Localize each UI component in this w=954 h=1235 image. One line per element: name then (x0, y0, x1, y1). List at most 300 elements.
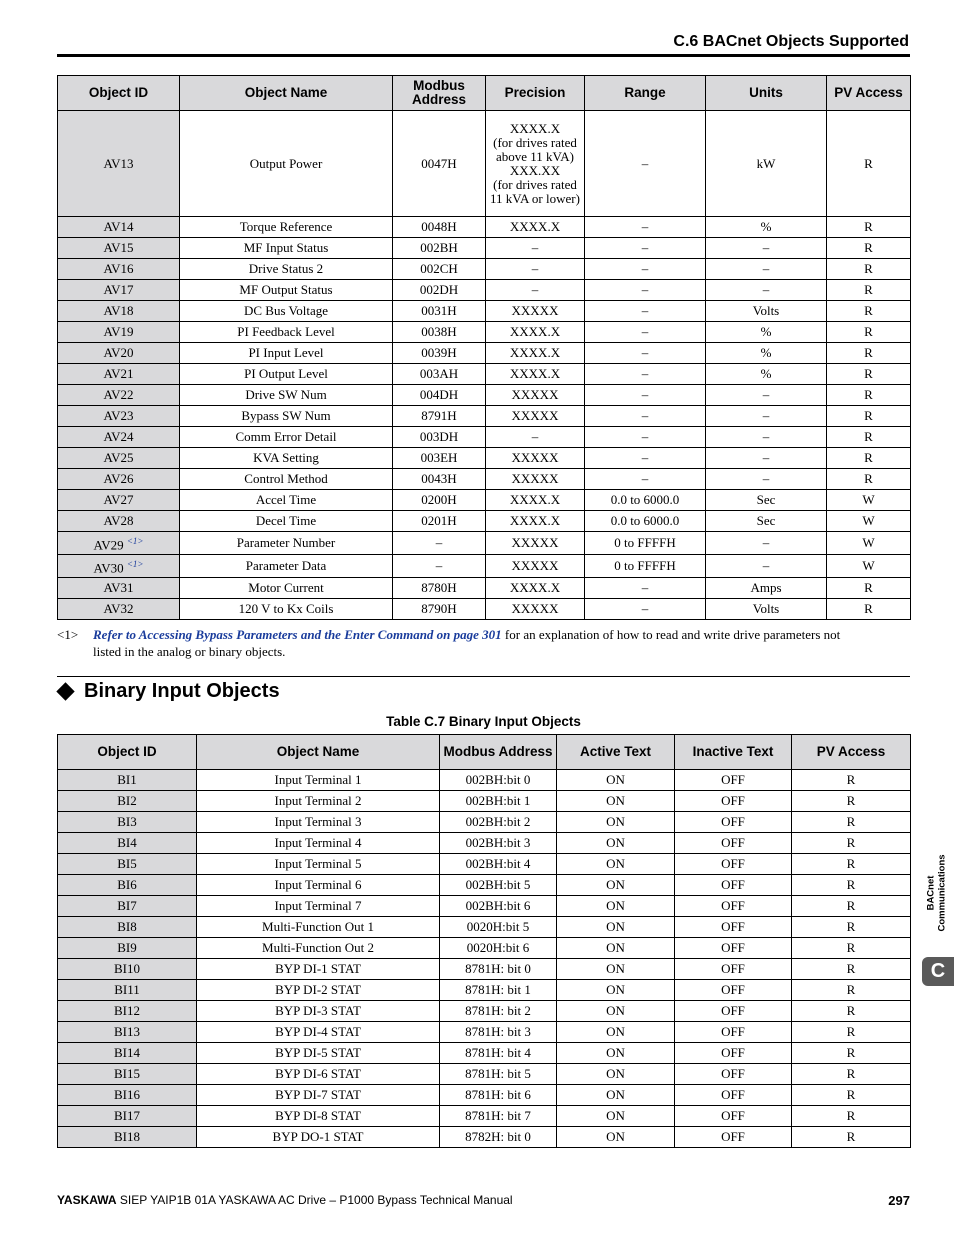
object-id-cell (58, 555, 180, 578)
precision: – (486, 238, 585, 259)
pv-access: R (792, 770, 911, 791)
active-text: ON (557, 917, 675, 938)
pv-access: R (827, 301, 911, 322)
side-tab-line2: Communications (937, 854, 948, 932)
modbus-address: 003AH (393, 364, 486, 385)
table-row (58, 469, 911, 490)
precision: XXXX.X (486, 217, 585, 238)
pv-access: R (827, 427, 911, 448)
units: – (706, 259, 827, 280)
object-id: AV31 (58, 578, 180, 599)
pv-access: W (827, 555, 911, 578)
precision: – (486, 259, 585, 280)
table-row (58, 1085, 911, 1106)
modbus-address: 002BH:bit 4 (440, 854, 557, 875)
modbus-address: 8781H: bit 5 (440, 1064, 557, 1085)
object-name: MF Input Status (180, 238, 393, 259)
object-name: Input Terminal 6 (197, 875, 440, 896)
units: – (706, 406, 827, 427)
table-row (58, 578, 911, 599)
footnote-reference-link[interactable]: Refer to Accessing Bypass Parameters and the Enter Command on page 301 (93, 627, 502, 642)
units: % (706, 364, 827, 385)
modbus-address: 003DH (393, 427, 486, 448)
table-row (58, 448, 911, 469)
inactive-text: OFF (675, 1127, 792, 1148)
object-id: BI16 (58, 1085, 197, 1106)
column-header: Inactive Text (675, 735, 792, 770)
object-name: Multi-Function Out 2 (197, 938, 440, 959)
object-id: BI11 (58, 980, 197, 1001)
side-tab-line1: BACnet (926, 875, 937, 911)
modbus-address: 8781H: bit 1 (440, 980, 557, 1001)
column-header: Range (585, 76, 706, 111)
units: Volts (706, 599, 827, 620)
pv-access: R (792, 1022, 911, 1043)
pv-access: W (827, 532, 911, 555)
pv-access: R (827, 469, 911, 490)
table-row (58, 959, 911, 980)
modbus-address: – (393, 555, 486, 578)
binary-input-table (57, 734, 911, 1148)
object-name: PI Feedback Level (180, 322, 393, 343)
pv-access: R (792, 938, 911, 959)
modbus-address: 8791H (393, 406, 486, 427)
active-text: ON (557, 770, 675, 791)
inactive-text: OFF (675, 1043, 792, 1064)
table-row (58, 217, 911, 238)
object-name: BYP DI-3 STAT (197, 1001, 440, 1022)
diamond-bullet-icon (56, 682, 74, 700)
pv-access: R (792, 1043, 911, 1064)
pv-access: R (792, 917, 911, 938)
object-name: Bypass SW Num (180, 406, 393, 427)
object-name: Torque Reference (180, 217, 393, 238)
object-id: BI9 (58, 938, 197, 959)
footnote-ref-link[interactable]: <1> (126, 535, 144, 546)
page-footer (57, 1193, 910, 1208)
object-id: BI15 (58, 1064, 197, 1085)
modbus-address: 0031H (393, 301, 486, 322)
table-row (58, 301, 911, 322)
object-id: AV29 (93, 537, 124, 553)
section-rule (57, 676, 910, 677)
range: – (585, 469, 706, 490)
precision: XXXXX (486, 448, 585, 469)
precision: XXXXX (486, 385, 585, 406)
column-header: Modbus Address (393, 76, 486, 111)
range: – (585, 301, 706, 322)
active-text: ON (557, 1022, 675, 1043)
object-id: AV18 (58, 301, 180, 322)
pv-access: R (827, 385, 911, 406)
units: – (706, 448, 827, 469)
inactive-text: OFF (675, 1022, 792, 1043)
object-name: Parameter Number (180, 532, 393, 555)
object-name: BYP DI-4 STAT (197, 1022, 440, 1043)
units: Sec (706, 490, 827, 511)
precision: XXXXX (486, 301, 585, 322)
modbus-address: 002DH (393, 280, 486, 301)
object-name: Drive SW Num (180, 385, 393, 406)
pv-access: R (792, 854, 911, 875)
precision: XXXXX (486, 555, 585, 578)
range: – (585, 217, 706, 238)
modbus-address: 002BH (393, 238, 486, 259)
pv-access: R (792, 959, 911, 980)
page-number: 297 (888, 1193, 910, 1208)
pv-access: R (827, 280, 911, 301)
range: 0.0 to 6000.0 (585, 511, 706, 532)
object-name: Drive Status 2 (180, 259, 393, 280)
precision: XXXX.X (486, 322, 585, 343)
table-header-row (58, 735, 911, 770)
pv-access: R (827, 343, 911, 364)
inactive-text: OFF (675, 875, 792, 896)
precision: XXXX.X (486, 490, 585, 511)
inactive-text: OFF (675, 1085, 792, 1106)
precision: XXXX.X (486, 511, 585, 532)
footnote-text: for an explanation of how to read and write drive parameters not (501, 627, 841, 642)
range: – (585, 322, 706, 343)
inactive-text: OFF (675, 938, 792, 959)
object-name: BYP DI-2 STAT (197, 980, 440, 1001)
object-name: Input Terminal 1 (197, 770, 440, 791)
modbus-address: 002BH:bit 0 (440, 770, 557, 791)
pv-access: R (792, 833, 911, 854)
table-row (58, 1001, 911, 1022)
object-id: AV15 (58, 238, 180, 259)
object-name: MF Output Status (180, 280, 393, 301)
object-id: BI4 (58, 833, 197, 854)
units: % (706, 343, 827, 364)
modbus-address: 8781H: bit 6 (440, 1085, 557, 1106)
pv-access: R (827, 406, 911, 427)
modbus-address: 8790H (393, 599, 486, 620)
table-row (58, 1022, 911, 1043)
units: Amps (706, 578, 827, 599)
precision: – (486, 280, 585, 301)
active-text: ON (557, 875, 675, 896)
range: 0 to FFFFH (585, 532, 706, 555)
modbus-address: 0043H (393, 469, 486, 490)
modbus-address: 8781H: bit 0 (440, 959, 557, 980)
modbus-address: 8781H: bit 3 (440, 1022, 557, 1043)
object-id: BI18 (58, 1127, 197, 1148)
range: – (585, 406, 706, 427)
object-name: Output Power (180, 111, 393, 217)
units: – (706, 385, 827, 406)
modbus-address: 0039H (393, 343, 486, 364)
table-row (58, 938, 911, 959)
range: – (585, 343, 706, 364)
footer-manual-title: SIEP YAIP1B 01A YASKAWA AC Drive – P1000 Bypass Technical Manual (116, 1193, 513, 1207)
table-row (58, 599, 911, 620)
object-name: PI Input Level (180, 343, 393, 364)
units: – (706, 280, 827, 301)
object-id: BI10 (58, 959, 197, 980)
table-row (58, 259, 911, 280)
object-id: AV26 (58, 469, 180, 490)
object-id: BI12 (58, 1001, 197, 1022)
table-row (58, 896, 911, 917)
modbus-address: 002CH (393, 259, 486, 280)
table-row (58, 406, 911, 427)
object-id: AV14 (58, 217, 180, 238)
active-text: ON (557, 896, 675, 917)
inactive-text: OFF (675, 854, 792, 875)
active-text: ON (557, 791, 675, 812)
pv-access: R (792, 1127, 911, 1148)
object-name: Accel Time (180, 490, 393, 511)
units: Volts (706, 301, 827, 322)
object-name: Multi-Function Out 1 (197, 917, 440, 938)
units: kW (706, 111, 827, 217)
object-name: Control Method (180, 469, 393, 490)
table-row (58, 770, 911, 791)
active-text: ON (557, 833, 675, 854)
inactive-text: OFF (675, 833, 792, 854)
table-row (58, 980, 911, 1001)
object-name: BYP DI-7 STAT (197, 1085, 440, 1106)
table-row (58, 322, 911, 343)
object-id: AV19 (58, 322, 180, 343)
object-name: Motor Current (180, 578, 393, 599)
active-text: ON (557, 959, 675, 980)
object-id: BI2 (58, 791, 197, 812)
pv-access: R (792, 875, 911, 896)
range: – (585, 111, 706, 217)
modbus-address: 8781H: bit 2 (440, 1001, 557, 1022)
inactive-text: OFF (675, 1106, 792, 1127)
table-row (58, 812, 911, 833)
column-header: Precision (486, 76, 585, 111)
pv-access: R (792, 1001, 911, 1022)
inactive-text: OFF (675, 812, 792, 833)
footnote-mark: <1> (57, 627, 79, 642)
footnote (57, 626, 910, 660)
inactive-text: OFF (675, 917, 792, 938)
range: – (585, 364, 706, 385)
pv-access: R (827, 599, 911, 620)
object-name: DC Bus Voltage (180, 301, 393, 322)
inactive-text: OFF (675, 896, 792, 917)
object-id: BI14 (58, 1043, 197, 1064)
pv-access: R (792, 1064, 911, 1085)
object-id: AV17 (58, 280, 180, 301)
units: % (706, 322, 827, 343)
object-id: AV13 (58, 111, 180, 217)
modbus-address: 8780H (393, 578, 486, 599)
pv-access: R (827, 448, 911, 469)
table-row (58, 555, 911, 578)
object-name: Decel Time (180, 511, 393, 532)
table-row (58, 1127, 911, 1148)
pv-access: R (792, 812, 911, 833)
object-id: AV28 (58, 511, 180, 532)
object-name: Input Terminal 5 (197, 854, 440, 875)
table-row (58, 343, 911, 364)
table-row (58, 1064, 911, 1085)
range: – (585, 238, 706, 259)
object-name: Input Terminal 2 (197, 791, 440, 812)
precision: XXXXX (486, 406, 585, 427)
footnote-text-continued: listed in the analog or binary objects. (93, 644, 286, 659)
object-id: BI1 (58, 770, 197, 791)
pv-access: R (827, 111, 911, 217)
object-name: BYP DI-6 STAT (197, 1064, 440, 1085)
pv-access: R (792, 1106, 911, 1127)
active-text: ON (557, 1106, 675, 1127)
pv-access: R (827, 322, 911, 343)
object-id: BI3 (58, 812, 197, 833)
pv-access: R (792, 896, 911, 917)
range: – (585, 427, 706, 448)
footer-brand: YASKAWA (57, 1193, 117, 1207)
inactive-text: OFF (675, 770, 792, 791)
table-header-row (58, 76, 911, 111)
modbus-address: 0201H (393, 511, 486, 532)
object-name: Parameter Data (180, 555, 393, 578)
object-id: BI7 (58, 896, 197, 917)
table-row (58, 111, 911, 217)
range: 0.0 to 6000.0 (585, 490, 706, 511)
pv-access: R (792, 980, 911, 1001)
object-id: BI5 (58, 854, 197, 875)
modbus-address: 8781H: bit 7 (440, 1106, 557, 1127)
pv-access: R (827, 238, 911, 259)
units: – (706, 238, 827, 259)
precision: – (486, 427, 585, 448)
table-row (58, 280, 911, 301)
object-id: AV16 (58, 259, 180, 280)
active-text: ON (557, 1001, 675, 1022)
analog-value-table (57, 75, 911, 620)
modbus-address: 002BH:bit 5 (440, 875, 557, 896)
units: – (706, 532, 827, 555)
inactive-text: OFF (675, 791, 792, 812)
modbus-address: 002BH:bit 6 (440, 896, 557, 917)
column-header: Object Name (180, 76, 393, 111)
object-name: Input Terminal 7 (197, 896, 440, 917)
precision: XXXX.X (486, 364, 585, 385)
modbus-address: 0200H (393, 490, 486, 511)
column-header: Units (706, 76, 827, 111)
object-id: BI13 (58, 1022, 197, 1043)
footnote-ref-link[interactable]: <1> (126, 558, 144, 569)
pv-access: R (827, 578, 911, 599)
inactive-text: OFF (675, 1001, 792, 1022)
table-row (58, 490, 911, 511)
header-rule (57, 54, 910, 57)
precision: XXXX.X (for drives rated above 11 kVA) XXX.XX (for drives rated 11 kVA or lower) (486, 111, 585, 217)
units: – (706, 469, 827, 490)
object-id: AV24 (58, 427, 180, 448)
table-caption: Table C.7 Binary Input Objects (386, 714, 581, 729)
table-row (58, 238, 911, 259)
modbus-address: 004DH (393, 385, 486, 406)
column-header: PV Access (827, 76, 911, 111)
chapter-tab: C (922, 957, 954, 986)
object-id: BI17 (58, 1106, 197, 1127)
units: % (706, 217, 827, 238)
precision: XXXX.X (486, 578, 585, 599)
object-name: BYP DI-1 STAT (197, 959, 440, 980)
inactive-text: OFF (675, 959, 792, 980)
modbus-address: 8782H: bit 0 (440, 1127, 557, 1148)
precision: XXXXX (486, 532, 585, 555)
modbus-address: 0020H:bit 5 (440, 917, 557, 938)
object-name: Input Terminal 3 (197, 812, 440, 833)
object-id: AV23 (58, 406, 180, 427)
precision: XXXXX (486, 469, 585, 490)
active-text: ON (557, 938, 675, 959)
column-header: PV Access (792, 735, 911, 770)
object-name: BYP DI-8 STAT (197, 1106, 440, 1127)
inactive-text: OFF (675, 1064, 792, 1085)
object-id: AV27 (58, 490, 180, 511)
active-text: ON (557, 1127, 675, 1148)
active-text: ON (557, 1064, 675, 1085)
modbus-address: 0020H:bit 6 (440, 938, 557, 959)
modbus-address: 002BH:bit 1 (440, 791, 557, 812)
column-header: Object Name (197, 735, 440, 770)
precision: XXXXX (486, 599, 585, 620)
object-name: PI Output Level (180, 364, 393, 385)
table-row (58, 532, 911, 555)
column-header: Object ID (58, 76, 180, 111)
footer-text (57, 1193, 513, 1208)
active-text: ON (557, 980, 675, 1001)
range: – (585, 448, 706, 469)
modbus-address: – (393, 532, 486, 555)
table-row (58, 854, 911, 875)
table-row (58, 364, 911, 385)
range: – (585, 578, 706, 599)
range: – (585, 385, 706, 406)
side-tab-label (920, 838, 954, 948)
pv-access: R (827, 217, 911, 238)
object-name: KVA Setting (180, 448, 393, 469)
range: 0 to FFFFH (585, 555, 706, 578)
pv-access: R (792, 791, 911, 812)
precision: XXXX.X (486, 343, 585, 364)
object-name: 120 V to Kx Coils (180, 599, 393, 620)
table-row (58, 385, 911, 406)
column-header: Active Text (557, 735, 675, 770)
pv-access: W (827, 490, 911, 511)
column-header: Modbus Address (440, 735, 557, 770)
active-text: ON (557, 1085, 675, 1106)
pv-access: R (792, 1085, 911, 1106)
modbus-address: 0048H (393, 217, 486, 238)
inactive-text: OFF (675, 980, 792, 1001)
modbus-address: 8781H: bit 4 (440, 1043, 557, 1064)
pv-access: W (827, 511, 911, 532)
object-id-cell (58, 532, 180, 555)
pv-access: R (827, 364, 911, 385)
units: Sec (706, 511, 827, 532)
object-id: AV32 (58, 599, 180, 620)
object-id: AV30 (93, 560, 124, 576)
table-row (58, 1043, 911, 1064)
object-id: AV22 (58, 385, 180, 406)
range: – (585, 599, 706, 620)
range: – (585, 259, 706, 280)
object-id: AV21 (58, 364, 180, 385)
object-id: BI6 (58, 875, 197, 896)
object-id: AV25 (58, 448, 180, 469)
modbus-address: 0047H (393, 111, 486, 217)
